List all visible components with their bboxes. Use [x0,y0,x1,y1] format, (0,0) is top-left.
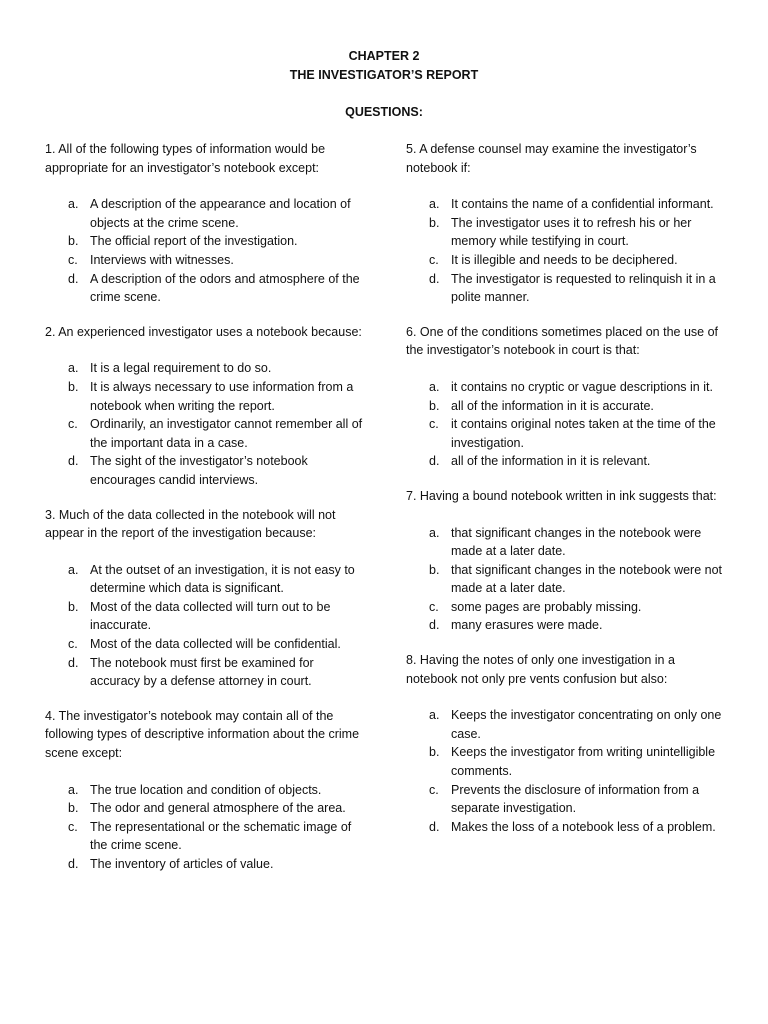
option-letter: b. [68,599,79,614]
option-letter: c. [68,637,78,652]
answer-options [406,378,728,471]
answer-option [45,855,367,874]
answer-option [406,524,728,561]
option-text: The investigator is requested to relinquish it in a polite manner. [451,271,716,305]
answer-option [45,799,367,818]
option-letter: b. [429,562,440,577]
answer-option [45,452,367,489]
answer-option [45,781,367,800]
answer-options [45,359,367,489]
question-block [406,487,728,635]
question-block [45,506,367,691]
answer-option [406,270,728,307]
option-letter: c. [429,599,439,614]
answer-option [406,616,728,635]
answer-options [45,195,367,307]
answer-option [406,743,728,780]
question-text: 2. An experienced investigator uses a notebook because: [45,324,362,339]
answer-options [45,781,367,874]
question-text: 6. One of the conditions sometimes placed on the use of the investigator’s notebook in court is that: [406,324,718,358]
option-letter: b. [68,801,79,816]
answer-options [406,195,728,307]
answer-option [406,214,728,251]
option-text: Most of the data collected will be confidential. [90,637,341,652]
option-letter: a. [429,379,440,394]
option-text: Most of the data collected will turn out to be inaccurate. [90,599,331,633]
question-text: 7. Having a bound notebook written in ink suggests that: [406,488,717,503]
option-text: The official report of the investigation. [90,234,298,249]
option-letter: c. [68,819,78,834]
option-text: It contains the name of a confidential informant. [451,197,714,212]
answer-option [45,270,367,307]
document-title: THE INVESTIGATOR’S REPORT [289,68,479,82]
option-letter: d. [429,454,440,469]
option-letter: b. [68,234,79,249]
option-letter: b. [429,215,440,230]
option-text: It is a legal requirement to do so. [90,361,272,376]
option-text: all of the information in it is relevant. [451,454,651,469]
question-text: 1. All of the following types of information would be appropriate for an investigator’s notebook except: [45,142,326,175]
option-text: it contains no cryptic or vague descriptions in it. [451,379,713,394]
left-column [45,140,367,890]
chapter-heading: CHAPTER 2 [348,49,420,63]
answer-option [406,818,728,837]
question-text: 5. A defense counsel may examine the investigator’s notebook if: [406,142,697,175]
option-letter: a. [429,708,440,723]
option-text: Keeps the investigator from writing unintelligible comments. [451,745,716,779]
option-text: A description of the appearance and location of objects at the crime scene. [90,197,351,230]
option-letter: c. [68,417,78,432]
question-block [45,323,367,490]
option-letter: d. [429,819,440,834]
option-letter: c. [429,252,439,267]
option-letter: d. [68,454,79,469]
question-block [406,140,728,307]
option-text: The notebook must first be examined for accuracy by a defense attorney in court. [90,655,314,689]
option-text: The odor and general atmosphere of the area. [90,801,346,816]
option-text: Keeps the investigator concentrating on only one case. [451,708,722,741]
option-letter: a. [68,361,79,376]
answer-option [406,415,728,452]
answer-option [45,378,367,415]
answer-option [406,706,728,743]
option-letter: d. [68,857,79,871]
option-letter: c. [68,252,78,267]
option-text: A description of the odors and atmosphere of the crime scene. [90,271,360,305]
option-text: all of the information in it is accurate. [451,398,654,413]
answer-options [406,524,728,636]
option-text: The representational or the schematic image of the crime scene. [90,819,352,853]
option-letter: b. [429,398,440,413]
question-text: 4. The investigator’s notebook may contain all of the following types of descriptive information about the crime scene except: [45,708,360,761]
answer-option [406,781,728,818]
question-text: 8. Having the notes of only one investigation in a notebook not only pre vents confusion but also: [406,653,675,686]
answer-option [45,195,367,232]
option-letter: d. [68,655,79,670]
answer-option [406,452,728,471]
answer-option [406,598,728,617]
answer-option [406,251,728,270]
option-text: Makes the loss of a notebook less of a problem. [451,819,716,834]
option-text: The investigator uses it to refresh his or her memory while testifying in court. [451,215,692,249]
option-letter: b. [68,379,79,394]
option-letter: c. [429,782,439,797]
option-letter: b. [429,745,440,760]
answer-option [45,635,367,654]
option-text: The inventory of articles of value. [90,857,274,871]
answer-options [45,561,367,691]
option-letter: d. [68,271,79,286]
answer-option [406,561,728,598]
option-letter: c. [429,417,439,432]
option-text: many erasures were made. [451,618,603,633]
right-column [406,140,728,852]
answer-option [406,397,728,416]
option-text: Prevents the disclosure of information from a separate investigation. [451,782,700,816]
option-text: Ordinarily, an investigator cannot remember all of the important data in a case. [90,417,363,450]
option-letter: d. [429,271,440,286]
option-text: The true location and condition of objects. [90,782,322,797]
option-text: It is illegible and needs to be deciphered. [451,252,678,267]
answer-option [406,378,728,397]
option-text: At the outset of an investigation, it is not easy to determine which data is significant. [90,562,355,596]
question-text: 3. Much of the data collected in the notebook will not appear in the report of the investigation because: [45,507,336,541]
option-text: that significant changes in the notebook were not made at a later date. [451,562,723,596]
answer-option [45,359,367,378]
option-text: some pages are probably missing. [451,599,642,614]
option-letter: d. [429,618,440,633]
option-text: that significant changes in the notebook were made at a later date. [451,525,702,559]
option-letter: a. [68,197,79,212]
answer-option [45,598,367,635]
option-letter: a. [68,562,79,577]
question-block [406,323,728,471]
question-block [45,707,367,874]
answer-option [45,251,367,270]
answer-option [45,561,367,598]
question-block [406,651,728,836]
answer-option [406,195,728,214]
option-text: It is always necessary to use information from a notebook when writing the report. [90,379,354,413]
answer-option [45,232,367,251]
option-letter: a. [429,525,440,540]
answer-options [406,706,728,836]
option-letter: a. [68,782,79,797]
answer-option [45,818,367,855]
answer-option [45,415,367,452]
question-block [45,140,367,307]
section-heading: QUESTIONS: [345,105,423,119]
option-letter: a. [429,197,440,212]
option-text: Interviews with witnesses. [90,252,234,267]
option-text: The sight of the investigator’s notebook encourages candid interviews. [90,454,308,487]
answer-option [45,654,367,691]
option-text: it contains original notes taken at the time of the investigation. [451,417,716,450]
